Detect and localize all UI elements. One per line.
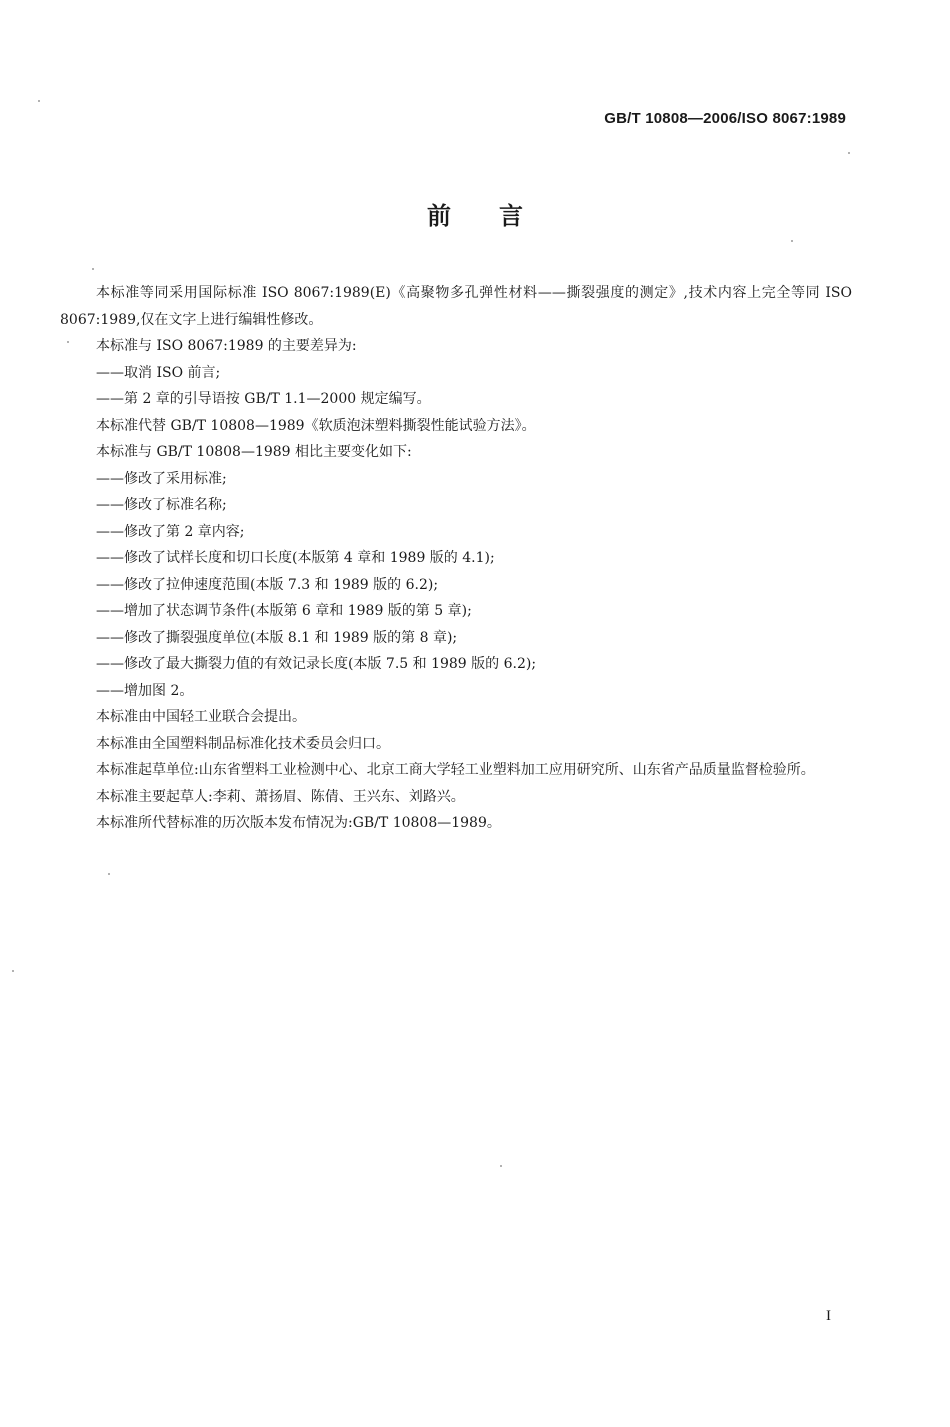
- scan-speck: [848, 152, 850, 154]
- list-item: ——修改了试样长度和切口长度(本版第 4 章和 1989 版的 4.1);: [96, 550, 495, 566]
- list-item: ——第 2 章的引导语按 GB/T 1.1—2000 规定编写。: [96, 391, 431, 407]
- scan-speck: [67, 341, 69, 343]
- scan-speck: [791, 240, 793, 242]
- scan-speck: [92, 268, 94, 270]
- page-header-standard-number: GB/T 10808—2006/ISO 8067:1989: [604, 110, 846, 127]
- body-content: [60, 280, 852, 837]
- paragraph: 本标准与 GB/T 10808—1989 相比主要变化如下:: [96, 444, 412, 460]
- paragraph: 本标准所代替标准的历次版本发布情况为:GB/T 10808—1989。: [96, 815, 501, 831]
- list-item: ——增加了状态调节条件(本版第 6 章和 1989 版的第 5 章);: [96, 603, 472, 619]
- paragraph: 本标准由中国轻工业联合会提出。: [96, 709, 306, 725]
- paragraph: 本标准起草单位:山东省塑料工业检测中心、北京工商大学轻工业塑料加工应用研究所、山东省产品质量监督检验所。: [96, 762, 815, 778]
- paragraph: 本标准与 ISO 8067:1989 的主要差异为:: [96, 338, 357, 354]
- paragraph: 本标准等同采用国际标准 ISO 8067:1989(E)《高聚物多孔弹性材料——撕裂强度的测定》,技术内容上完全等同 ISO 8067:1989,仅在文字上进行编辑性修改。: [60, 285, 852, 328]
- list-item: ——取消 ISO 前言;: [96, 364, 221, 381]
- list-item: ——修改了标准名称;: [96, 497, 227, 513]
- list-item: ——增加图 2。: [96, 682, 194, 699]
- list-item: ——修改了第 2 章内容;: [96, 523, 245, 540]
- paragraph: 本标准由全国塑料制品标准化技术委员会归口。: [96, 735, 390, 752]
- list-item: ——修改了拉伸速度范围(本版 7.3 和 1989 版的 6.2);: [96, 576, 439, 593]
- scan-speck: [500, 1165, 502, 1167]
- scan-speck: [12, 970, 14, 972]
- page-number: I: [826, 1308, 831, 1324]
- page-title: 前言: [427, 202, 571, 230]
- list-item: ——修改了最大撕裂力值的有效记录长度(本版 7.5 和 1989 版的 6.2);: [96, 656, 537, 672]
- paragraph: 本标准主要起草人:李莉、萧扬眉、陈倩、王兴东、刘路兴。: [96, 788, 465, 805]
- scan-speck: [108, 873, 110, 875]
- list-item: ——修改了采用标准;: [96, 470, 227, 487]
- list-item: ——修改了撕裂强度单位(本版 8.1 和 1989 版的第 8 章);: [96, 629, 458, 646]
- scan-speck: [38, 100, 40, 102]
- paragraph: 本标准代替 GB/T 10808—1989《软质泡沫塑料撕裂性能试验方法》。: [96, 417, 536, 434]
